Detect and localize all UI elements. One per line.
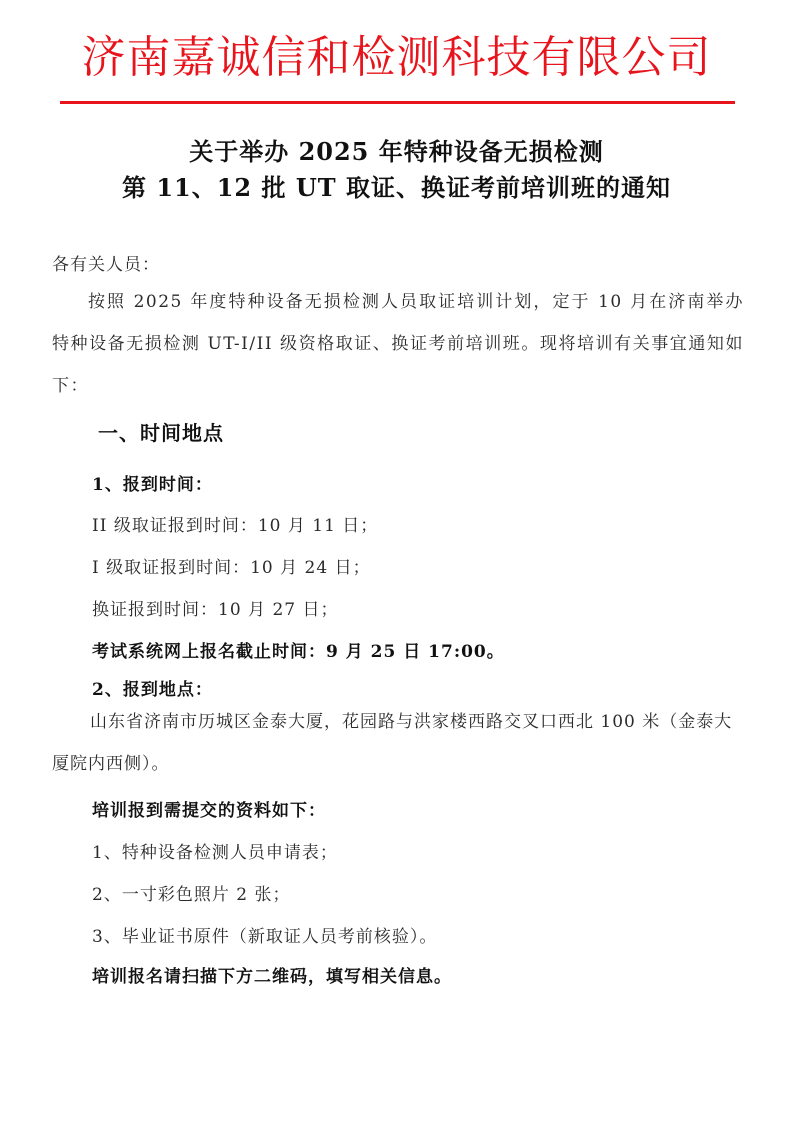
registration-place-heading: 2、报到地点：: [92, 680, 213, 700]
level-ii-registration-time: II 级取证报到时间：10 月 11 日；: [92, 516, 379, 536]
material-item-2: 2、一寸彩色照片 2 张；: [92, 885, 291, 905]
qr-code-note: 培训报名请扫描下方二维码，填写相关信息。: [92, 967, 452, 987]
section-heading-time-place: 一、时间地点: [98, 421, 224, 445]
company-name: 济南嘉诚信和检测科技有限公司: [81, 32, 712, 83]
material-item-3: 3、毕业证书原件（新取证人员考前核验）。: [92, 927, 438, 947]
renewal-registration-time: 换证报到时间：10 月 27 日；: [92, 600, 339, 620]
intro-paragraph: 按照 2025 年度特种设备无损检测人员取证培训计划，定于 10 月在济南举办特种设备无损检测 UT-I/II 级资格取证、换证考前培训班。现将培训有关事宜通知如下：: [52, 292, 744, 396]
level-i-registration-time: I 级取证报到时间：10 月 24 日；: [92, 558, 371, 578]
materials-heading: 培训报到需提交的资料如下：: [92, 801, 326, 821]
notice-title: [0, 134, 793, 206]
greeting: 各有关人员：: [52, 255, 160, 275]
material-item-1: 1、特种设备检测人员申请表；: [92, 843, 338, 863]
title-line-1: 关于举办 2025 年特种设备无损检测: [189, 137, 604, 166]
registration-time-heading: 1、报到时间：: [92, 475, 213, 495]
company-header: [0, 28, 793, 88]
online-deadline: 考试系统网上报名截止时间：9 月 25 日 17:00。: [92, 642, 505, 662]
registration-address: 山东省济南市历城区金泰大厦，花园路与洪家楼西路交叉口西北 100 米（金泰大厦院内西侧）。: [52, 712, 733, 774]
header-divider: [60, 101, 735, 104]
title-line-2: 第 11、12 批 UT 取证、换证考前培训班的通知: [121, 173, 671, 202]
